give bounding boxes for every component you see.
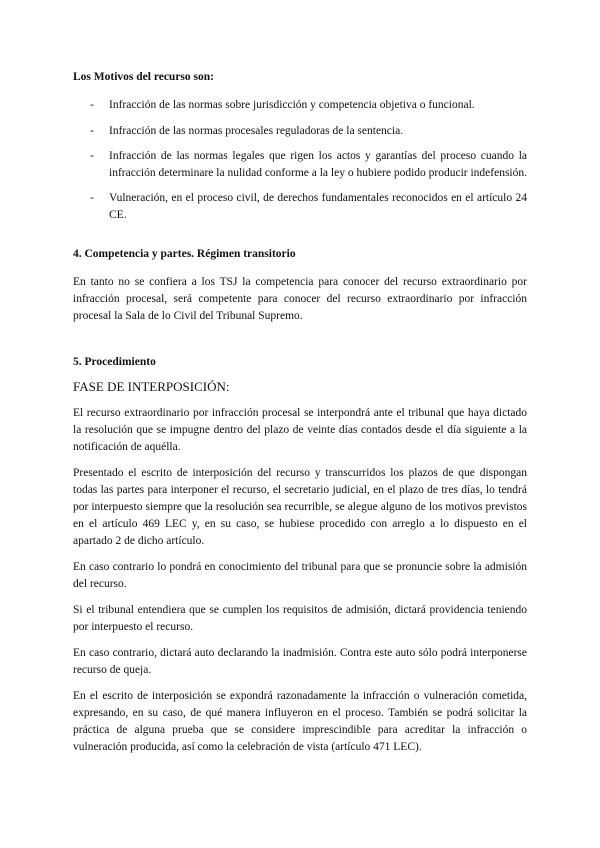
bullet-dash: - xyxy=(90,192,94,204)
list-item xyxy=(73,97,527,114)
paragraph: En el escrito de interposición se expondrá razonadamente la infracción o vulneración cometida, expresando, en su caso, de qué manera influyeron en el proceso. También se podrá solicitar la práctica de alguna prueba que se considere imprescindible para acreditar la infracción o vulneración producida, así como la celebración de vista (artículo 471 LEC). xyxy=(73,690,527,753)
section-4-title: 4. Competencia y partes. Régimen transitorio xyxy=(73,248,296,260)
list-item-text: Infracción de las normas procesales reguladoras de la sentencia. xyxy=(109,124,404,137)
list-item xyxy=(73,123,527,140)
section-5-title: 5. Procedimiento xyxy=(73,356,156,368)
list-item xyxy=(73,190,527,223)
list-item-text: Infracción de las normas legales que rigen los actos y garantías del proceso cuando la infracción determinare la nulidad conforme a la ley o hubiere podido producir indefensión. xyxy=(109,150,527,179)
bullet-dash: - xyxy=(90,124,94,137)
section-4-paragraph: En tanto no se confiera a los TSJ la competencia para conocer del recurso extraordinario por infracción procesal, será competente para conocer del recurso extraordinario por infracción procesal la Sala de lo Civil del Tribunal Supremo. xyxy=(73,276,527,322)
document-page xyxy=(73,70,527,756)
paragraph: El recurso extraordinario por infracción procesal se interpondrá ante el tribunal que haya dictado la resolución que se impugne dentro del plazo de veinte días contados desde el día siguiente a la notificación de aquélla. xyxy=(73,407,527,453)
paragraph: Presentado el escrito de interposición del recurso y transcurridos los plazos de que dispongan todas las partes para interponer el recurso, el secretario judicial, en el plazo de tres días, lo tendrá por interpuesto siempre que la resolución sea recurrible, se alegue alguno de los motivos previstos en el artículo 469 LEC y, en su caso, se hubiese procedido con arreglo a lo dispuesto en el apartado 2 de dicho artículo. xyxy=(73,467,527,547)
paragraph: En caso contrario lo pondrá en conocimiento del tribunal para que se pronuncie sobre la admisión del recurso. xyxy=(73,561,527,590)
list-item xyxy=(73,148,527,181)
paragraph: En caso contrario, dictará auto declarando la inadmisión. Contra este auto sólo podrá interponerse recurso de queja. xyxy=(73,647,527,676)
motivos-list xyxy=(73,97,527,223)
bullet-dash: - xyxy=(90,99,94,111)
list-item-text: Vulneración, en el proceso civil, de derechos fundamentales reconocidos en el artículo 24 CE. xyxy=(109,192,527,221)
paragraph: Si el tribunal entendiera que se cumplen los requisitos de admisión, dictará providencia teniendo por interpuesto el recurso. xyxy=(73,604,527,633)
bullet-dash: - xyxy=(90,150,94,162)
list-item-text: Infracción de las normas sobre jurisdicción y competencia objetiva o funcional. xyxy=(109,99,475,111)
fase-interposicion-subtitle: FASE DE INTERPOSICIÓN: xyxy=(73,379,230,394)
motivos-title: Los Motivos del recurso son: xyxy=(73,71,214,83)
